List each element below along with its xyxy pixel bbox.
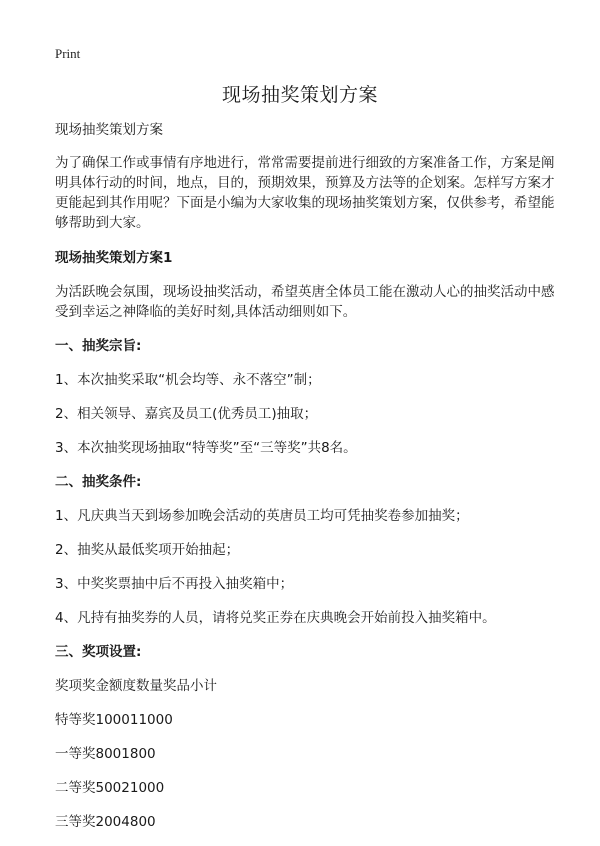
section-heading-prizes: 三、奖项设置: <box>55 644 142 660</box>
page-title: 现场抽奖策划方案 <box>221 84 378 106</box>
list-item: 2、相关领导、嘉宾及员工(优秀员工)抽取； <box>55 406 318 422</box>
section-heading-purpose: 一、抽奖宗旨: <box>55 338 142 354</box>
document-body <box>55 120 555 846</box>
plan-heading: 现场抽奖策划方案1 <box>55 250 173 266</box>
prize-table-header: 奖项奖金额度数量奖品小计 <box>55 678 217 694</box>
list-item: 2、抽奖从最低奖项开始抽起； <box>55 542 240 558</box>
list-item: 4、凡持有抽奖券的人员，请将兑奖正券在庆典晚会开始前投入抽奖箱中。 <box>55 610 496 626</box>
prize-row-special: 特等奖100011000 <box>55 712 173 728</box>
list-item: 3、本次抽奖现场抽取“特等奖”至“三等奖”共8名。 <box>55 440 357 456</box>
list-item: 1、凡庆典当天到场参加晚会活动的英唐员工均可凭抽奖卷参加抽奖； <box>55 508 469 524</box>
prize-row-third: 三等奖2004800 <box>55 814 156 830</box>
section-heading-conditions: 二、抽奖条件: <box>55 474 142 490</box>
print-link[interactable]: Print <box>55 46 81 61</box>
document-subtitle: 现场抽奖策划方案 <box>55 122 163 138</box>
list-item: 3、中奖奖票抽中后不再投入抽奖箱中； <box>55 576 294 592</box>
prize-row-second: 二等奖50021000 <box>55 780 165 796</box>
prize-row-first: 一等奖8001800 <box>55 746 156 762</box>
list-item: 1、本次抽奖采取“机会均等、永不落空”制； <box>55 372 321 388</box>
plan-description: 为活跃晚会氛围，现场设抽奖活动，希望英唐全体员工能在激动人心的抽奖活动中感受到幸运之神降临的美好时刻,具体活动细则如下。 <box>55 284 555 320</box>
intro-paragraph: 为了确保工作或事情有序地进行，常常需要提前进行细致的方案准备工作，方案是阐明具体行动的时间，地点，目的，预期效果，预算及方法等的企划案。怎样写方案才更能起到其作用呢？下面是小编为大家收集的现场抽奖策划方案，仅供参考，希望能够帮助到大家。 <box>55 155 555 231</box>
